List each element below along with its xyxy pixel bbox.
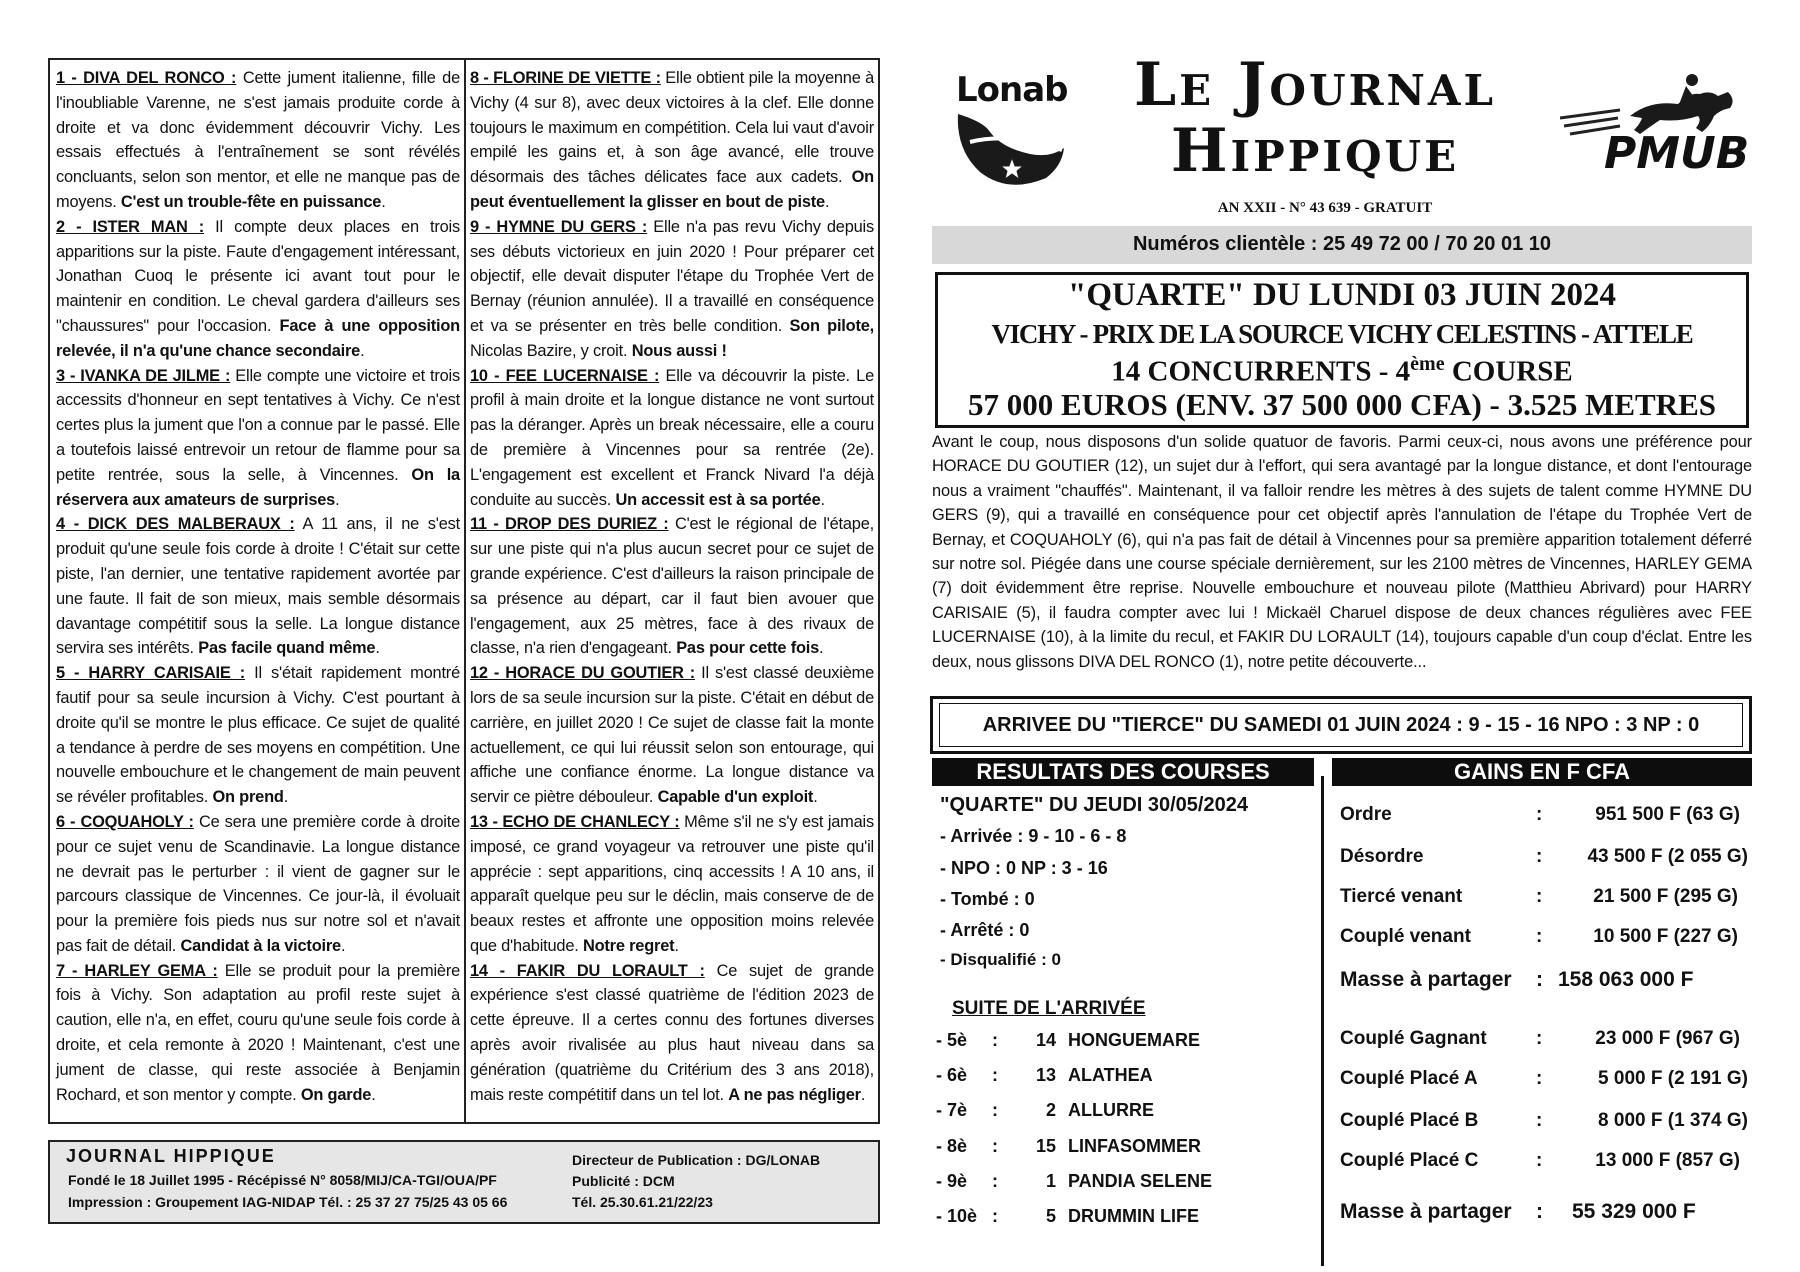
lonab-logo — [950, 62, 1070, 202]
horse-name-14: 14 - FAKIR DU LORAULT : — [470, 961, 705, 980]
horse-entry-1: 1 - DIVA DEL RONCO : Cette jument italienne, fille de l'inoubliable Varenne, ne s'est jamais produite corde à droite et va donc évidemment découvrir Vichy. Les essais effectués à l'entraînement se sont révélés concluants, selon son mentor, et elle ne manque pas de moyens. C'est un trouble-fête en puissance. — [56, 69, 460, 211]
horse-name-7: 7 - HARLEY GEMA : — [56, 961, 218, 980]
pmub-logo — [1560, 70, 1750, 190]
horse-name-2: 2 - ISTER MAN : — [56, 217, 205, 236]
gains-row: Couplé Placé B : 8 000 F (1 374 G) — [1340, 1110, 1748, 1131]
horse-name-12: 12 - HORACE DU GOUTIER : — [470, 664, 696, 683]
suite-row: - 6è : 13 ALATHEA — [936, 1065, 1153, 1085]
horse-entry-4: 4 - DICK DES MALBERAUX : A 11 ans, il ne s'est produit qu'une seule fois corde à droite ! C'était sur cette piste, l'an dernier, une tentative rapidement avortée par une faute. Il fait de son mieux, mais semble désormais davantage compétitif sous la selle. La longue distance servira ses intérêts. Pas facile quand même. — [56, 515, 461, 658]
suite-list — [936, 1030, 1316, 1270]
results-subtitle: "QUARTE" DU JEUDI 30/05/2024 — [940, 794, 1248, 816]
horse-entry-11: 11 - DROP DES DURIEZ : C'est le régional de l'étape, sur une piste qui n'a plus aucun secret pour ce sujet de grande expérience. C'est d'ailleurs la raison principale de sa présence au départ, car il faut bien avouer que l'engagement, aux 25 mètres, face à des rivaux de classe, n'a rien d'engageant. Pas pour cette fois. — [470, 515, 874, 658]
imprint-title: JOURNAL HIPPIQUE — [66, 1146, 276, 1166]
pmub-wordmark: PMUB — [1604, 128, 1750, 179]
horse-entry-6: 6 - COQUAHOLY : Ce sera une première corde à droite pour ce sujet venu de Scandinavie. La longue distance ne devrait pas le perturber : il vient de gagner sur le parcours classique de Vincennes. Ce jour-là, il évoluait pour la première fois pieds nus sur notre sol et n'avait pas fait de détail. Candidat à la victoire. — [56, 812, 460, 955]
horse-entry-14: 14 - FAKIR DU LORAULT : Ce sujet de grande expérience s'est classé quatrième de l'édition 2023 de cette épreuve. Il a certes connu des fortunes diverses après avoir rivalisée au plus haut niveau dans sa génération (quatrième du Critérium des 3 ans 2018), mais reste compétitif dans un tel lot. A ne pas négliger. — [470, 961, 874, 1104]
clientele-numbers: Numéros clientèle : 25 49 72 00 / 70 20 01 10 — [1132, 233, 1552, 255]
horse-name-5: 5 - HARRY CARISAIE : — [56, 664, 245, 683]
horse-name-4: 4 - DICK DES MALBERAUX : — [56, 515, 295, 534]
imprint-director: Directeur de Publication : DG/LONAB — [572, 1152, 821, 1168]
imprint-phone: Tél. 25.30.61.21/22/23 — [572, 1194, 713, 1210]
result-line: - NPO : 0 NP : 3 - 16 — [940, 858, 1108, 878]
commentary-column-2 — [470, 66, 874, 1107]
tierce-result-box — [930, 696, 1752, 754]
gains-row: Couplé Placé C : 13 000 F (857 G) — [1340, 1150, 1740, 1171]
horse-entry-8: 8 - FLORINE DE VIETTE : Elle obtient pile la moyenne à Vichy (4 sur 8), avec deux victoires à la clef. Elle donne toujours le maximum en compétition. Cela lui vaut d'avoir empilé les gains et, à son âge avancé, elle trouve désormais des tâches délicates face aux cadets. On peut éventuellement la glisser en bout de piste. — [470, 69, 874, 211]
horse-entry-12: 12 - HORACE DU GOUTIER : Il s'est classé deuxième lors de sa seule incursion sur la piste. C'était en début de carrière, en juillet 2020 ! Ce sujet de classe fait la monte actuellement, ce qui lui réussit selon son entourage, qui affiche une confiance énorme. La longue distance va servir ce piètre débouleur. Capable d'un exploit. — [470, 664, 874, 807]
lonab-wordmark: Lonab — [956, 70, 1068, 110]
results-divider — [1321, 776, 1324, 1266]
horse-entry-9: 9 - HYMNE DU GERS : Elle n'a pas revu Vichy depuis ses débuts victorieux en juin 2020 ! Pour préparer cet objectif, elle devait disputer l'étape du Trophée Vert de Bernay (réunion annulée). Il a travaillé en conséquence et va se présenter en très belle condition. Son pilote, Nicolas Bazire, y croit. Nous aussi ! — [470, 217, 874, 360]
race-runners: 14 CONCURRENTS - 4ème COURSE — [1111, 353, 1573, 388]
column-divider — [464, 58, 466, 1124]
horse-name-10: 10 - FEE LUCERNAISE : — [470, 366, 660, 385]
horse-name-6: 6 - COQUAHOLY : — [56, 812, 194, 831]
edition-info: AN XXII - N° 43 639 - GRATUIT — [1217, 200, 1433, 216]
suite-title: SUITE DE L'ARRIVÉE — [952, 998, 1146, 1019]
horse-name-8: 8 - FLORINE DE VIETTE : — [470, 69, 661, 87]
gains-row: Couplé venant : 10 500 F (227 G) — [1340, 926, 1738, 947]
race-title: "QUARTE" DU LUNDI 03 JUIN 2024 — [1068, 277, 1616, 313]
suite-row: - 8è : 15 LINFASOMMER — [936, 1136, 1201, 1156]
race-info-box — [935, 272, 1749, 428]
horse-entry-5: 5 - HARRY CARISAIE : Il s'était rapidement montré fautif pour sa seule incursion à Vichy. C'est pourtant à droite qu'il se montre le plus efficace. Ce sujet de qualité a tendance à perdre de ses moyens en compétition. Une nouvelle embouchure et le changement de main peuvent se révéler profitables. On prend. — [56, 664, 460, 807]
horse-entry-13: 13 - ECHO DE CHANLECY : Même s'il ne s'y est jamais imposé, ce grand voyageur va retrouver une piste qu'il apprécie : sept apparitions, cinq accessits ! A 10 ans, il apparaît quelque peu sur le déclin, mais conserve de de beaux restes et affronte une opposition moins relevée que d'habitude. Notre regret. — [470, 812, 874, 955]
gains-row: Couplé Gagnant : 23 000 F (967 G) — [1340, 1028, 1740, 1049]
horse-entry-10: 10 - FEE LUCERNAISE : Elle va découvrir la piste. Le profil à main droite et la longue distance ne vont surtout pas la déranger. Après un break nécessaire, elle a couru de première à Vincennes pour sa rentrée (2e). L'engagement est excellent et Franck Nivard l'a déjà conduite au succès. Un accessit est à sa portée. — [470, 366, 874, 509]
gains-row: Ordre : 951 500 F (63 G) — [1340, 804, 1740, 825]
result-line: - Tombé : 0 — [940, 889, 1035, 909]
results-header: RESULTATS DES COURSES — [932, 758, 1314, 786]
horse-entry-2: 2 - ISTER MAN : Il compte deux places en trois apparitions sur la piste. Faute d'engagement intéressant, Jonathan Cuoq le présente ici avant tout pour le maintenir en condition. Le cheval gardera d'ailleurs ses "chaussures" pour l'occasion. Face à une opposition relevée, il n'a qu'une chance secondaire. — [56, 217, 460, 360]
commentary-column-1 — [56, 66, 460, 1107]
prognosis-intro: Avant le coup, nous disposons d'un solide quatuor de favoris. Parmi ceux-ci, nous avons une préférence pour HORACE DU GOUTIER (12), un sujet dur à l'effort, qui sera avantagé par la longue distance, et dont l'entourage nous a vraiment "chauffés". Maintenant, il va falloir rendre les mètres à des sujets de talent comme HYMNE DU GERS (9), qui a travaillé en conséquence pour cet objectif après l'annulation de l'étape du Trophée Vert de Bernay, et COQUAHOLY (6), qui n'a pas fait de détail à Vincennes pour sa première apparition totalement déferré sur notre sol. Piégée dans une course spéciale dernièrement, sur les 2100 mètres de Vincennes, HARLEY GEMA (7) doit évidemment être reprise. Nouvelle embouchure et nouveau pilote (Matthieu Abrivard) pour HARRY CARISAIE (5), il faudra compter avec lui ! Mickaël Charuel dispose de deux chances régulières avec FEE LUCERNAISE (10), à la limite du recul, et FAKIR DU LORAULT (14), toujours capable d'un coup d'éclat. Entre les deux, nous glissons DIVA DEL RONCO (1), notre petite découverte... — [932, 433, 1752, 671]
title-line-1: Le Journal — [1133, 50, 1497, 120]
imprint-advertising: Publicité : DCM — [572, 1173, 675, 1189]
title-line-2: Hippique — [1170, 116, 1460, 186]
horse-name-13: 13 - ECHO DE CHANLECY : — [470, 812, 680, 831]
gains-table — [1340, 798, 1752, 1268]
race-name: VICHY - PRIX DE LA SOURCE VICHY CELESTINS - ATTELE — [991, 319, 1693, 349]
race-prize: 57 000 EUROS (ENV. 37 500 000 CFA) - 3.525 METRES — [967, 387, 1717, 422]
result-line: - Arrêté : 0 — [940, 920, 1030, 940]
suite-row: - 5è : 14 HONGUEMARE — [936, 1030, 1201, 1050]
newspaper-title — [1085, 52, 1545, 184]
horse-name-11: 11 - DROP DES DURIEZ : — [470, 515, 669, 534]
imprint-printing: Impression : Groupement IAG-NIDAP Tél. : 25 37 27 75/25 43 05 66 — [68, 1194, 508, 1210]
result-line: - Disqualifié : 0 — [940, 950, 1061, 969]
gains-row: Masse à partager : 158 063 000 F — [1340, 968, 1694, 991]
gains-row: Désordre : 43 500 F (2 055 G) — [1340, 846, 1748, 867]
gains-row: Masse à partager : 55 329 000 F — [1340, 1200, 1696, 1223]
result-line: - Arrivée : 9 - 10 - 6 - 8 — [940, 826, 1127, 846]
suite-row: - 9è : 1 PANDIA SELENE — [936, 1171, 1213, 1191]
suite-row: - 10è : 5 DRUMMIN LIFE — [936, 1206, 1199, 1226]
imprint-box — [48, 1140, 880, 1224]
horse-entry-7: 7 - HARLEY GEMA : Elle se produit pour la première fois à Vichy. Son adaptation au profil reste sujet à caution, elle n'a, en effet, couru qu'une seule fois corde à droite, et cela remonte à 2020 ! Maintenant, c'est une jument de classe, qui reste associée à Benjamin Rochard, et son mentor y compte. On garde. — [56, 961, 460, 1104]
suite-row: - 7è : 2 ALLURRE — [936, 1100, 1154, 1120]
horse-entry-3: 3 - IVANKA DE JILME : Elle compte une victoire et trois accessits d'honneur en sept tentatives à Vichy. Ce n'est certes plus la jument que l'on a connue par le passé. Elle a toutefois laissé entrevoir un retour de flamme pour sa petite rentrée, sous la selle, à Vincennes. On la réservera aux amateurs de surprises. — [56, 366, 460, 509]
horse-name-3: 3 - IVANKA DE JILME : — [56, 366, 231, 385]
tierce-result: ARRIVEE DU "TIERCE" DU SAMEDI 01 JUIN 2024 : 9 - 15 - 16 NPO : 3 NP : 0 — [939, 703, 1743, 747]
gains-row: Couplé Placé A : 5 000 F (2 191 G) — [1340, 1068, 1748, 1089]
horse-name-9: 9 - HYMNE DU GERS : — [470, 217, 648, 236]
gains-header: GAINS EN F CFA — [1332, 758, 1752, 786]
imprint-founded: Fondé le 18 Juillet 1995 - Récépissé N° 8058/MIJ/CA-TGI/OUA/PF — [68, 1172, 497, 1188]
gains-row: Tiercé venant : 21 500 F (295 G) — [1340, 886, 1738, 907]
horse-name-1: 1 - DIVA DEL RONCO : — [56, 69, 237, 87]
